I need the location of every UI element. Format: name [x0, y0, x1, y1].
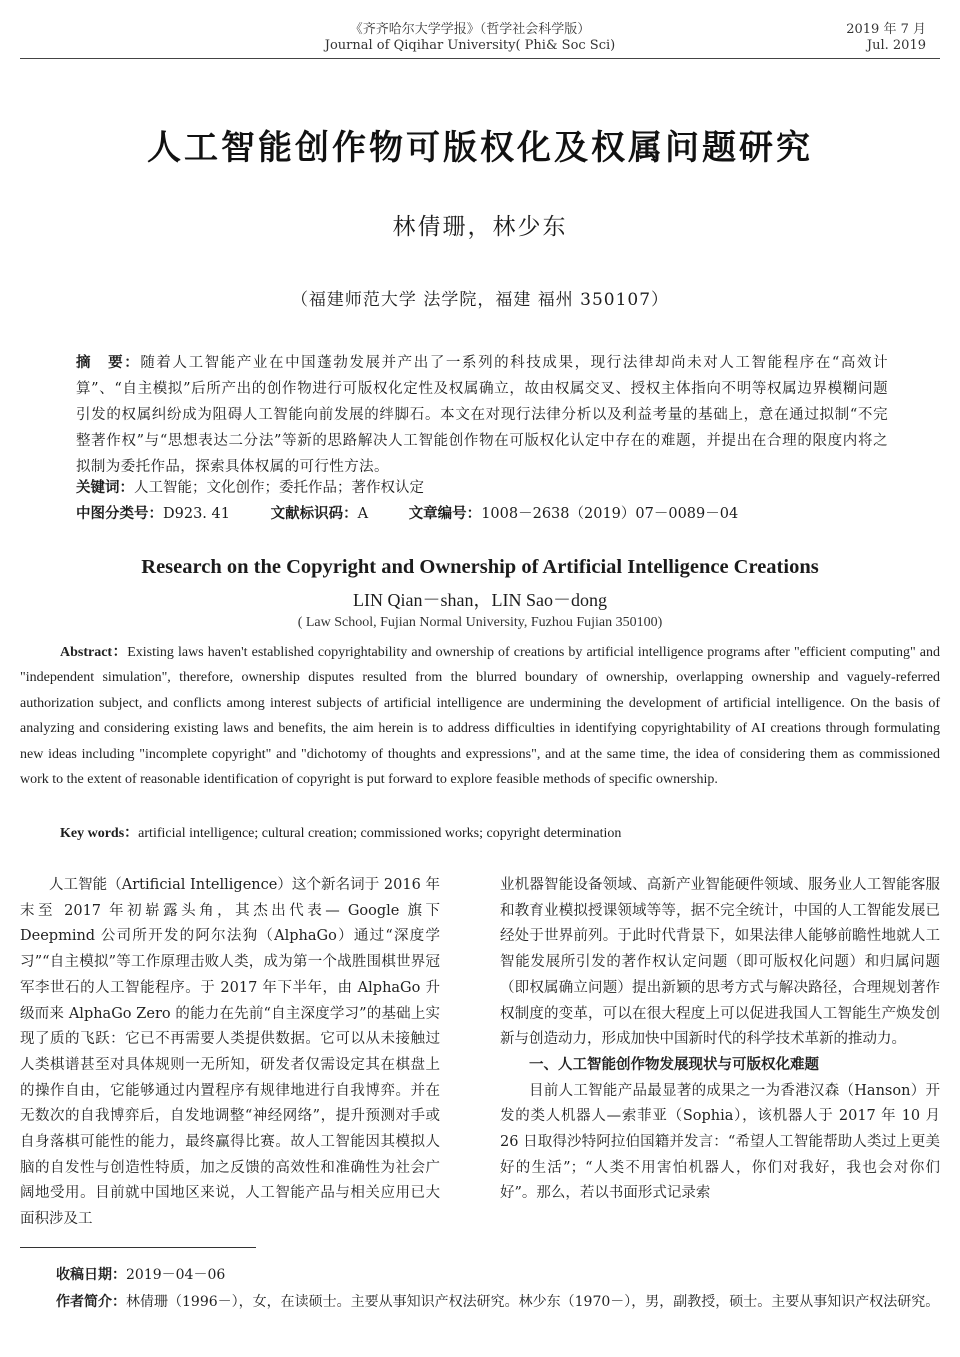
received-label: 收稿日期：: [56, 1267, 126, 1283]
issue-date-cn: 2019 年 7 月: [846, 22, 926, 37]
author-bio-text: 林倩珊（1996－），女，在读硕士。主要从事知识产权法研究。林少东（1970－），男，副教授，硕士。主要从事知识产权法研究。: [126, 1294, 940, 1310]
english-title: Research on the Copyright and Ownership of Artificial Intelligence Creations: [141, 556, 819, 578]
abstract-cn: [76, 350, 888, 480]
keywords-en-text: artificial intelligence; cultural creation; commissioned works; copyright determination: [138, 826, 622, 841]
paper-title: 人工智能创作物可版权化及权属问题研究: [147, 128, 813, 168]
keywords-cn-text: 人工智能；文化创作；委托作品；著作权认定: [134, 480, 424, 496]
author-bio-label: 作者简介：: [56, 1294, 126, 1310]
keywords-cn-label: 关键词：: [76, 480, 134, 496]
body-paragraph: 人工智能（Artificial Intelligence）这个新名词于 2016 年末至 2017 年初崭露头角，其杰出代表— Google 旗下 Deepmind 公司所开发的阿尔法狗（AlphaGo）通过“深度学习”“自主模拟”等工作原理击败人类，成为第一个战胜围棋世界冠军李世石的人工智能程序。于 2017 年下半年，由 AlphaGo 升级而来 AlphaGo Zero 的能力在先前“自主深度学习”的基础上实现了质的飞跃：它已不再需要人类提供数据。它可以从未接触过人类棋谱甚至对具体规则一无所知，研发者仅需设定其在棋盘上的操作自由，它能够通过内置程序有规律地进行自我博弈。并在无数次的自我博弈后，自发地调整“神经网络”，提升预测对手或自身落棋可能性的能力，最终赢得比赛。故人工智能因其模拟人脑的自发性与创造性特质，加之反馈的高效性和准确性为社会广阔地受用。目前就中国地区来说，人工智能产品与相关应用已大面积涉及工: [20, 877, 440, 1228]
footnotes: [20, 1262, 940, 1316]
abstract-en: [20, 640, 940, 792]
issue-date-en: Jul. 2019: [866, 38, 926, 53]
journal-name-en: Journal of Qiqihar University( Phi& Soc Sci): [324, 38, 616, 53]
clc-value: D923. 41: [163, 506, 230, 522]
doc-code-value: A: [357, 506, 369, 522]
header-rule: [20, 58, 940, 59]
english-authors: LIN Qian－shan，LIN Sao－dong: [353, 590, 607, 610]
english-affiliation: ( Law School, Fujian Normal University, Fuzhou Fujian 350100): [297, 615, 663, 630]
author-bio: [20, 1289, 940, 1316]
keywords-en-label: Key words：: [60, 826, 139, 841]
body-paragraph: 目前人工智能产品最显著的成果之一为香港汉森（Hanson）开发的类人机器人—索菲亚（Sophia），该机器人于 2017 年 10 月 26 日取得沙特阿拉伯国籍并发言：“希望人工智能帮助人类过上更美好的生活”；“人类不用害怕机器人，你们对我好，我也会对你们好”。那么，若以书面形式记录索: [500, 1082, 940, 1202]
abstract-cn-text: 随着人工智能产业在中国蓬勃发展并产出了一系列的科技成果，现行法律却尚未对人工智能程序在“高效计算”、“自主模拟”后所产出的创作物进行可版权化定性及权属确立，故由权属交叉、授权主体指向不明等权属边界模糊问题引发的权属纠纷成为阻碍人工智能向前发展的绊脚石。本文在对现行法律分析以及利益考量的基础上，意在通过拟制“不完整著作权”与“思想表达二分法”等新的思路解决人工智能创作物在可版权化认定中存在的难题，并提出在合理的限度内将之拟制为委托作品，探索具体权属的可行性方法。: [76, 355, 888, 475]
abstract-en-text: Existing laws haven't established copyrightability and ownership of creations by artificial intelligence programs after "efficient computing" and "independent simulation", therefore, ownership disputes resulted from the blurred boundary of ownership, overlapping ownership and vaguely-referred authorization subject, and conflicts among interest subjects of artificial intelligence are undermining the development of artificial intelligence. On the basis of analyzing and considering existing laws and benefits, the aim herein is to address difficulties in identifying copyrightability of AI creations through formulating new ideas including "incomplete copyright" and "dichotomy of thoughts and expressions", and at the same time, the idea of considering them as commissioned work to the extent of reasonable identification of copyright is put forward to explore feasible methods of specific ownership.: [20, 645, 940, 788]
section-heading: 一、人工智能创作物发展现状与可版权化难题: [529, 1056, 819, 1073]
body-paragraph: 业机器智能设备领域、高新产业智能硬件领域、服务业人工智能客服和教育业模拟授课领域等等，据不完全统计，中国的人工智能发展已经处于世界前列。于此时代背景下，如果法律人能够前瞻性地就人工智能发展所引发的著作权认定问题（即可版权化问题）和归属问题（即权属确立问题）提出新颖的思考方式与解决路径，合理规划著作权制度的变革，可以在很大程度上可以促进我国人工智能生产焕发创新与创造动力，形成加快中国新时代的科学技术革新的推动力。: [500, 877, 940, 1048]
abstract-en-label: Abstract：: [60, 645, 128, 660]
abstract-cn-label: 摘 要：: [76, 355, 141, 371]
author-names: 林倩珊，林少东: [392, 214, 568, 240]
doc-code-label: 文献标识码：: [270, 506, 358, 522]
body-right-column: [500, 873, 940, 1207]
keywords-cn: [76, 478, 424, 498]
article-number-value: 1008－2638（2019）07－0089－04: [481, 506, 739, 522]
affiliation: （福建师范大学 法学院，福建 福州 350107）: [290, 290, 670, 310]
clc-label: 中图分类号：: [76, 506, 163, 522]
footnote-rule: [20, 1247, 256, 1248]
received-date: [20, 1262, 940, 1289]
article-number-label: 文章编号：: [408, 506, 482, 522]
received-value: 2019－04－06: [126, 1267, 226, 1283]
body-left-column: [20, 873, 440, 1233]
classification-line: [76, 504, 896, 524]
keywords-en: [60, 822, 621, 842]
journal-name-cn: 《齐齐哈尔大学学报》（哲学社会科学版）: [349, 22, 591, 37]
